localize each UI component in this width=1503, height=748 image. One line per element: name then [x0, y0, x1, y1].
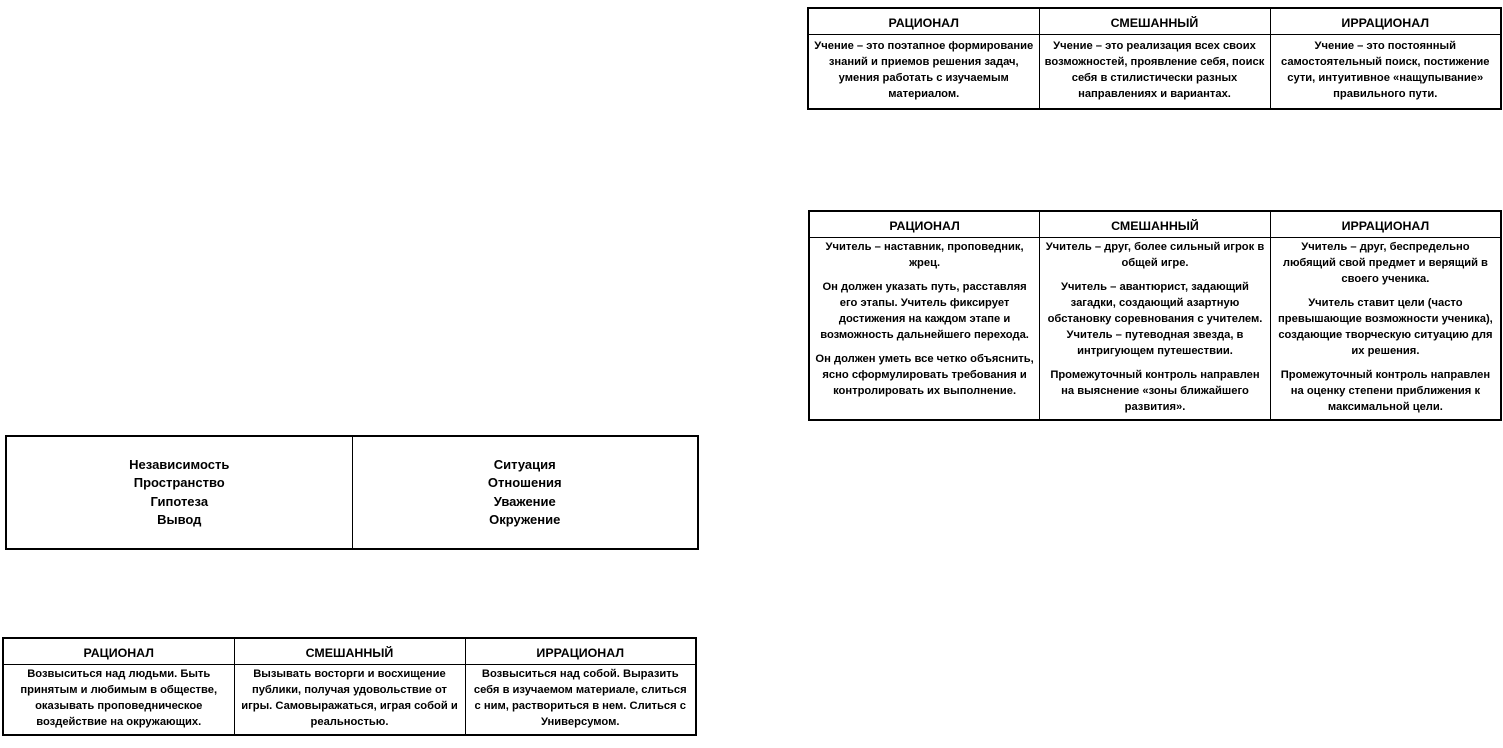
- word: Отношения: [487, 475, 562, 490]
- goal-irrational-cell: Возвыситься над собой. Выразить себя в изучаемом материале, слиться с ним, раствориться в нем. Слиться с Универсумом.: [465, 665, 696, 736]
- words-left-cell: [6, 436, 352, 549]
- paragraph: Он должен уметь все четко объяснить, ясно сформулировать требования и контролировать их выполнение.: [815, 353, 1034, 397]
- table-header-row: [3, 638, 696, 665]
- header-irrational: ИРРАЦИОНАЛ: [465, 638, 696, 665]
- learning-rational-cell: Учение – это поэтапное формирование знаний и приемов решения задач, умения работать с изучаемым материалом.: [808, 35, 1039, 110]
- paragraph: Учитель – друг, более сильный игрок в общей игре.: [1045, 241, 1265, 269]
- learning-mixed-cell: Учение – это реализация всех своих возможностей, проявление себя, поиск себя в стилистически разных направлениях и вариантах.: [1039, 35, 1270, 110]
- table-row: [808, 35, 1501, 110]
- table-row: [6, 436, 698, 549]
- table-row: [809, 238, 1501, 421]
- teacher-rational-cell: [809, 238, 1040, 421]
- paragraph: Он должен указать путь, расставляя его этапы. Учитель фиксирует достижения на каждом этапе и возможность дальнейшего перехода.: [820, 281, 1029, 341]
- word: Независимость: [129, 456, 230, 472]
- teacher-table: [808, 210, 1502, 421]
- word: Окружение: [489, 512, 561, 527]
- header-irrational: ИРРАЦИОНАЛ: [1270, 8, 1501, 35]
- header-rational: РАЦИОНАЛ: [3, 638, 234, 665]
- word: Пространство: [133, 475, 225, 490]
- goal-rational-cell: Возвыситься над людьми. Быть принятым и любимым в обществе, оказывать проповедническое воздействие на окружающих.: [3, 665, 234, 736]
- header-mixed: СМЕШАННЫЙ: [234, 638, 465, 665]
- teacher-mixed-cell: [1040, 238, 1271, 421]
- header-irrational: ИРРАЦИОНАЛ: [1270, 211, 1501, 238]
- word: Ситуация: [493, 456, 556, 472]
- learning-table: [807, 7, 1502, 110]
- word: Уважение: [493, 493, 556, 509]
- goal-mixed-cell: Вызывать восторги и восхищение публики, получая удовольствие от игры. Самовыражаться, играя собой и реальностью.: [234, 665, 465, 736]
- header-mixed: СМЕШАННЫЙ: [1040, 211, 1271, 238]
- paragraph: Учитель – наставник, проповедник, жрец.: [825, 241, 1024, 269]
- paragraph: Учитель – друг, беспредельно любящий свой предмет и верящий в своего ученика.: [1282, 241, 1488, 285]
- word: Гипотеза: [150, 493, 209, 509]
- words-table: [5, 435, 699, 550]
- word: Вывод: [157, 512, 202, 527]
- paragraph: Учитель ставит цели (часто превышающие возможности ученика), создающие творческую ситуацию для их решения.: [1278, 297, 1493, 357]
- paragraph: Учитель – авантюрист, задающий загадки, создающий азартную обстановку соревнования с учителем. Учитель – путеводная звезда, в интригующем путешествии.: [1047, 281, 1263, 357]
- table-row: [3, 665, 696, 736]
- header-rational: РАЦИОНАЛ: [808, 8, 1039, 35]
- header-rational: РАЦИОНАЛ: [809, 211, 1040, 238]
- paragraph: Промежуточный контроль направлен на оценку степени приближения к максимальной цели.: [1280, 369, 1491, 413]
- header-mixed: СМЕШАННЫЙ: [1039, 8, 1270, 35]
- paragraph: Промежуточный контроль направлен на выяснение «зоны ближайшего развития».: [1050, 369, 1260, 413]
- table-header-row: [808, 8, 1501, 35]
- goal-table: [2, 637, 697, 736]
- learning-irrational-cell: Учение – это постоянный самостоятельный поиск, постижение сути, интуитивное «нащупывание» правильного пути.: [1270, 35, 1501, 110]
- table-header-row: [809, 211, 1501, 238]
- words-right-cell: [352, 436, 698, 549]
- teacher-irrational-cell: [1270, 238, 1501, 421]
